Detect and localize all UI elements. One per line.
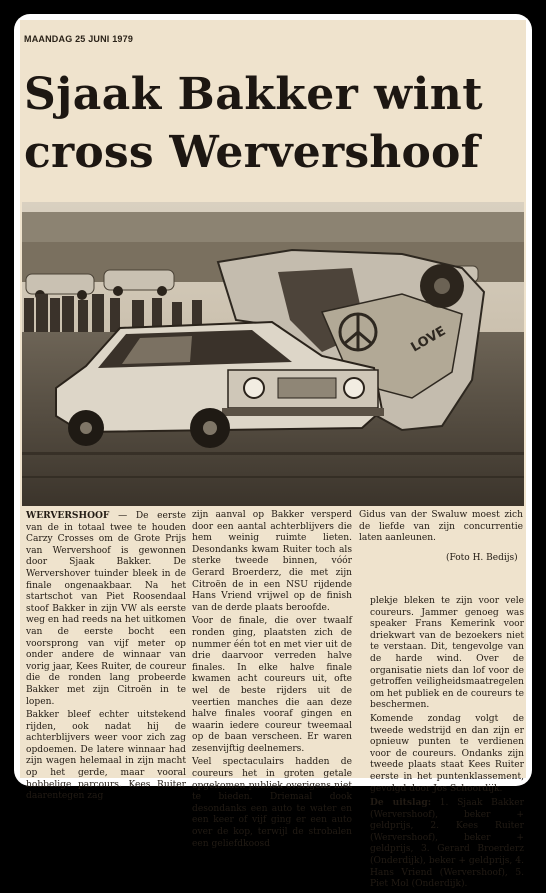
photo-credit: (Foto H. Bedijs) — [446, 553, 518, 563]
photo-cross-race-cars — [22, 202, 524, 506]
headline-line-2: cross Wervershoof — [24, 127, 480, 178]
car-sign-text: LOVE — [408, 323, 449, 356]
article-column-3 — [370, 596, 524, 893]
article-col2-p3: Veel spectaculairs hadden de coureurs het in groten getale opgekomen publiek overigens niet te bieden. Driemaal dook desondanks een auto te water en een keer of vijf ging er een auto over de kop, terwijl de strobalen een geliefdkoosd — [192, 757, 352, 849]
photo-caption: Gidus van der Swaluw moest zich de liefde van zijn concurrentie laten aanleunen. — [359, 510, 523, 544]
article-lead: WERVERSHOOF — [26, 510, 110, 521]
article-column-2 — [192, 510, 352, 852]
article-col3-p2: Komende zondag volgt de tweede wedstrijd en dan zijn er opnieuw punten te verdienen voor de coureurs. Ondanks zijn tweede plaats staat Kees Ruiter eerste in het puntenklassement, gevolgd door Jos Schoordijk. — [370, 713, 524, 794]
dateline: MAANDAG 25 JUNI 1979 — [24, 34, 134, 44]
article-col2-p1: zijn aanval op Bakker versperd door een aantal achterblijvers die hem weinig ruimte lieten. Desondanks kwam Ruiter toch als sterke tweede binnen, vóór Gerard Broerderz, die met zijn Citroën de in een NSU rijdende Hans Vriend vrijwel op de finish van de derde plaats beroofde. — [192, 510, 352, 613]
results-list: 1. Sjaak Bakker (Wervershoof), beker + geldprijs, 2. Kees Ruiter (Wervershoof), beker + geldprijs, 3. Gerard Broerderz (Onderdijk), beker + geldprijs, 4. Hans Vriend (Wervershoof), 5. Piet Mol (Onderdijk). — [370, 798, 524, 890]
article-col1-p1: — De eerste van de in totaal twee te houden Carzy Crosses om de Grote Prijs van Wervershoof is gewonnen door Sjaak Bakker. De Wervershover tuinder bleek in de finale ongenaakbaar. Na het startschot van Piet Roosendaal stoof Bakker in zijn VW als eerste weg en had reeds na het uitkomen van de eerste bocht een voorsprong van vijf meter op onder andere de winnaar van vorig jaar, Kees Ruiter, de coureur die de ronden lang probeerde Bakker met zijn Citroën in te lopen. — [26, 511, 186, 707]
article-col2-p2: Voor de finale, die over twaalf ronden ging, plaatsten zich de nummer één tot en met vier uit de drie daarvoor verreden halve finales. In elke halve finale kwamen acht coureurs uit, ofte wel de beste rijders uit de veertien manches die aan deze halve finales vooraf gingen en waarin iedere coureur tweemaal op de baan verscheen. Er waren zesenvijftig deelnemers. — [192, 616, 352, 754]
headline-line-1: Sjaak Bakker wint — [24, 69, 484, 120]
article-col3-p1: plekje bleken te zijn voor vele coureurs. Jammer genoeg was speaker Frans Kemerink voor driekwart van de bezoekers niet te verstaan. Dit, tengevolge van de harde wind. Over de organisatie niets dan lof voor de getroffen veiligheidsmaatregelen om het publiek en de coureurs te beschermen. — [370, 596, 524, 711]
article-col1-p2: Bakker bleef echter uitstekend rijden, ook nadat hij de achterblijvers weer voor zich zag opdoemen. De latere winnaar had zijn wagen helemaal in zijn macht op het gerde, maar vooral hobbelige parcours. Kees Ruiter daarentegen zag — [26, 710, 186, 802]
article-column-1 — [26, 510, 186, 805]
newspaper-clipping — [20, 20, 526, 890]
results-label: De uitslag: — [370, 797, 432, 809]
